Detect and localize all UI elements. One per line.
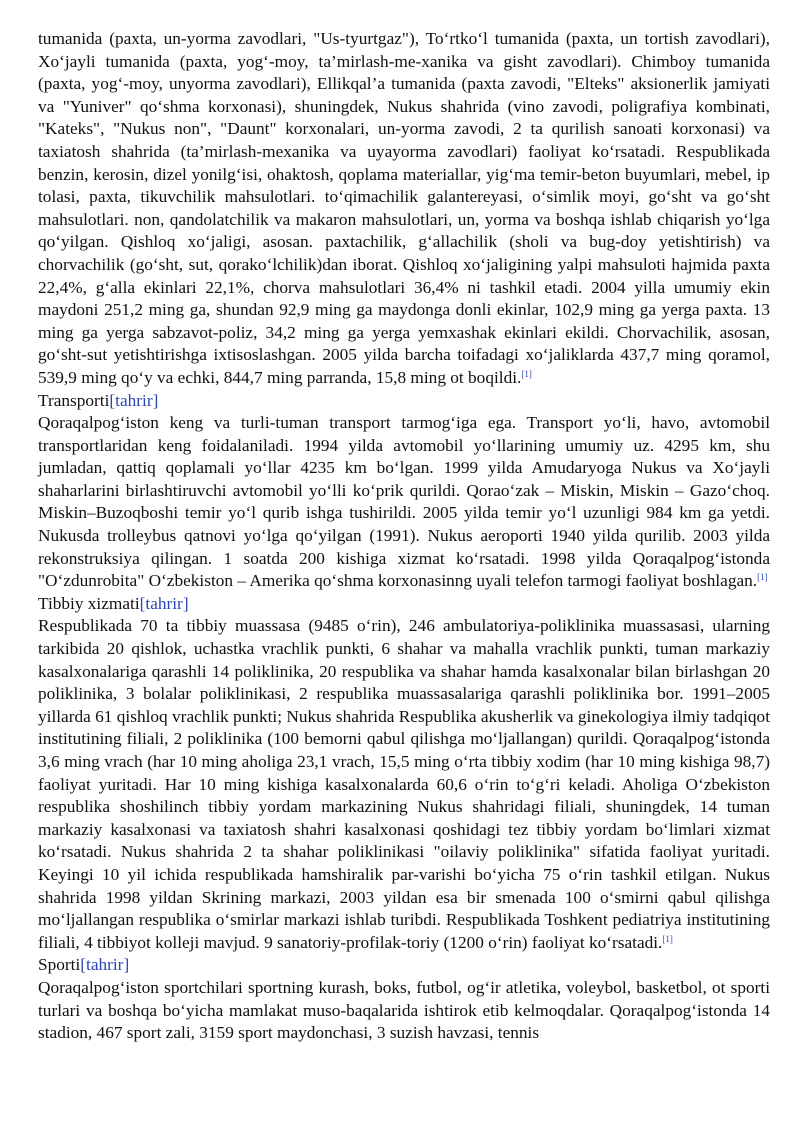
bracket-close: ] (182, 593, 189, 613)
reference-link[interactable]: [1] (521, 368, 532, 379)
paragraph-text: Qoraqalpog‘iston keng va turli-tuman transport tarmog‘iga ega. Transport yo‘li, havo, avtomobil transportlaridan keng foidalaniladi. 1994 yilda avtomobil yo‘llarining umumiy uz. 4295 km, shu jumladan, qattiq qoplamali yo‘llar 4235 km bo‘lgan. 1999 yilda Amudaryoga Nukus va Xo‘jayli shaharlarini birlashtiruvchi avtomobil yo‘lli ko‘prik qurildi. Qorao‘zak – Miskin, Miskin – Gazo‘choq. Miskin–Buzoqboshi temir yo‘l qurib ishga tushirildi. 2005 yilda temir yo‘l uzunligi 984 km ga yetdi. Nukusda trolleybus qatnovi yo‘lga qo‘yilgan (1991). Nukus aeroporti 1940 yilda qurilib. 2003 yilda rekonstruksiya qilingan. 1 soatda 200 kishiga xizmat ko‘rsatadi. 1998 yilda Qoraqalpog‘istonda "O‘zdunrobita" O‘zbekiston – Amerika qo‘shma korxonasinng uyali telefon tarmogi faoliyat boshlagan. (38, 413, 770, 591)
bracket-open: [ (109, 390, 116, 410)
section-title: Transporti (38, 390, 110, 410)
sport-paragraph (38, 977, 770, 1045)
edit-link[interactable]: tahrir (115, 390, 153, 410)
reference-link[interactable]: [1] (662, 933, 673, 944)
paragraph-text: Respublikada 70 ta tibbiy muassasa (9485 o‘rin), 246 ambulatoriya-poliklinika muassasasi, ularning tarkibida 20 qishlok, uchastka vrachlik punkti, 6 shahar va mahalla vrachlik punkti, tuman markaziy kasalxonalariga qarashli 14 poliklinika, 20 respublika va shahar hamda kasalxonalar bilan birlashgan 20 poliklinika, 3 bolalar poliklinikasi, 2 respublika muassasalariga qarashli poliklinika bor. 1991–2005 yillarda 61 qishloq vrachlik punkti; Nukus shahrida Respublika akusherlik va ginekologiya ilmiy tadqiqot institutining filiali, 2 poliklinika (100 bemorni qabul qilishga mo‘ljallangan) qurildi. Qoraqalpog‘istonda 3,6 ming vrach (har 10 ming aholiga 23,1 vrach, 15,5 ming o‘rta tibbiy xodim (har 10 ming kishiga 98,7) faoliyat yuritadi. Har 10 ming kishiga kasalxonalarda 60,6 o‘rin to‘g‘ri keladi. Aholiga O‘zbekiston respublika shoshilinch tibbiy yordam markazining Nukus shahridagi filiali, shuningdek, 14 tuman markaziy kasalxonasi va taxiatosh shahri kasalxonasi qoshidagi tez tibbiy yordam bo‘limlari xizmat ko‘rsatadi. Nukus shahrida 2 ta shahar poliklinikasi "oilaviy poliklinika" sifatida faoliyat yuritadi. Keyingi 10 yil ichida respublikada hamshiralik par-varishi bo‘yicha 75 o‘rin tashkil etilgan. Nukus shahrida 1998 yildan Skrining markazi, 2003 yildan esa bir smenada 100 o‘smirni qabul qilishga mo‘ljallangan respublika o‘smirlar markazi ishlab turibdi. Respublikada Toshkent pediatriya institutining filiali, 4 tibbiyot kolleji mavjud. 9 sanatoriy-profilak-toriy (1200 o‘rin) faoliyat ko‘rsatadi. (38, 616, 770, 952)
section-heading-sport (38, 954, 770, 977)
section-title: Tibbiy xizmati (38, 593, 140, 613)
section-title: Sporti (38, 955, 81, 975)
medical-paragraph (38, 615, 770, 954)
edit-link[interactable]: tahrir (145, 593, 183, 613)
section-heading-medical (38, 593, 770, 616)
article-page (38, 28, 770, 1045)
industry-paragraph (38, 28, 770, 390)
reference-link[interactable]: [1] (757, 572, 768, 583)
bracket-close: ] (152, 390, 159, 410)
bracket-close: ] (123, 955, 130, 975)
section-heading-transport (38, 390, 770, 413)
paragraph-text: tumanida (paxta, un-yorma zavodlari, "Us-tyurtgaz"), To‘rtko‘l tumanida (paxta, un tortish zavodlari), Xo‘jayli tumanida (paxta, yog‘-moy, ta’mirlash-me-xanika va gisht zavodlari). Chimboy tumanida (paxta, yog‘-moy, unyorma zavodlari), Ellikqal’a tumanida (paxta zavodi, "Elteks" aksionerlik jamiyati va "Yuniver" qo‘shma korxonasi), shuningdek, Nukus shahrida (vino zavodi, poligrafiya kombinati, "Kateks", "Nukus non", "Daunt" korxonalari, un-yorma zavodi, 2 ta qurilish sanoati korxonasi) va taxiatosh shahrida (ta’mirlash-mexanika va uyayorma zavodlari) faoliyat ko‘rsatadi. Respublikada benzin, kerosin, dizel yonilg‘isi, ohaktosh, qoplama materiallar, yig‘ma temir-beton buyumlari, mebel, ip tolasi, paxta, tikuvchilik mahsulotlari. to‘qimachilik galantereyasi, o‘simlik moyi, go‘sht va go‘sht mahsulotlari. non, qandolatchilik va makaron mahsulotlari, un, yorma va boshqa ishlab chiqarish yo‘lga qo‘yilgan. Qishloq xo‘jaligi, asosan. paxtachilik, g‘allachilik (sholi va bug-doy yetishtirish) va chorvachilik (go‘sht, sut, qorako‘lchilik)dan iborat. Qishloq xo‘jaligining yalpi mahsuloti hajmida paxta 22,4%, g‘alla ekinlari 22,1%, chorva mahsulotlari 36,4% ni tashkil etadi. 2004 yilla umumiy ekin maydoni 251,2 ming ga, shundan 92,9 ming ga maydonga donli ekinlar, 102,9 ming ga yerga paxta. 13 ming ga yerga sabzavot-poliz, 34,2 ming ga yerga yemxashak ekinlari ekildi. Chorvachilik, asosan, go‘sht-sut yetishtirishga ixtisoslashgan. 2005 yilda barcha toifadagi xo‘jaliklarda 437,7 ming qoramol, 539,9 ming qo‘y va echki, 844,7 ming parranda, 15,8 ming ot boqildi. (38, 29, 770, 387)
paragraph-text: Qoraqalpog‘iston sportchilari sportning kurash, boks, futbol, og‘ir atletika, voleybol, basketbol, ot sporti turlari va boshqa bo‘yicha mamlakat muso-baqalarida ishtirok etib kelmoqdalar. Qoraqalpog‘istonda 14 stadion, 467 sport zali, 3159 sport maydonchasi, 3 suzish havzasi, tennis (38, 977, 770, 1043)
bracket-open: [ (139, 593, 146, 613)
bracket-open: [ (80, 955, 87, 975)
transport-paragraph (38, 412, 770, 593)
edit-link[interactable]: tahrir (86, 955, 124, 975)
